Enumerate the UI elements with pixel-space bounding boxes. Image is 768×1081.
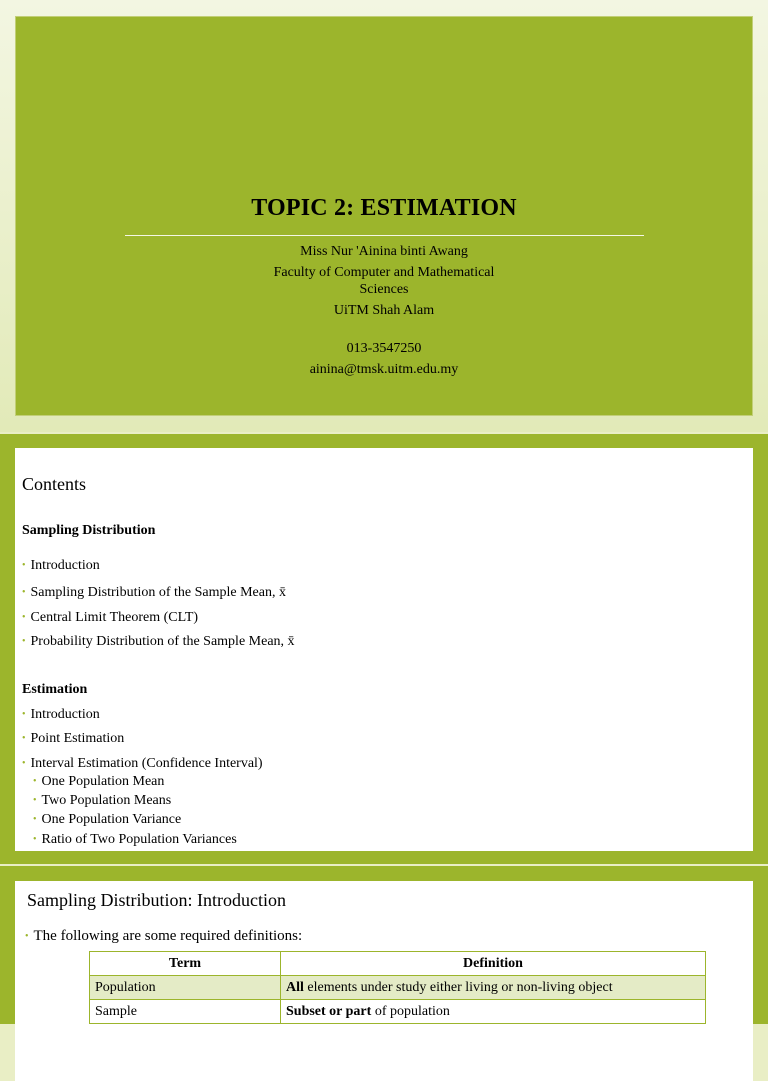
intro-bullet: • The following are some required definitions: [25,928,303,944]
contents-panel [15,448,753,851]
list-item: • Introduction [22,707,100,722]
lecturer-name: Miss Nur 'Ainina binti Awang [300,244,468,259]
intro-slide [0,866,768,1024]
section-heading-estimation: Estimation [22,682,88,697]
university-name: UiTM Shah Alam [333,303,435,318]
definitions-table [89,951,706,1024]
section-heading-sampling: Sampling Distribution [22,523,156,538]
author-info [16,243,752,378]
column-header-definition: Definition [281,952,706,976]
definition-cell: All elements under study either living or non-living object [281,976,706,1000]
list-item: • Central Limit Theorem (CLT) [22,610,199,625]
definition-cell: Subset or part of population [281,1000,706,1024]
sub-list-item: • Ratio of Two Population Variances [33,832,237,847]
contents-slide [0,434,768,864]
intro-panel [15,881,753,1081]
intro-title: Sampling Distribution: Introduction [27,890,286,910]
title-panel [15,16,753,416]
table-row [90,976,706,1000]
sub-list-item: • One Population Variance [33,812,182,827]
table-row [90,1000,706,1024]
term-cell: Sample [90,1000,281,1024]
phone-number: 013-3547250 [346,341,422,356]
list-item: • Sampling Distribution of the Sample Mean, x̄ [22,585,286,600]
term-cell: Population [90,976,281,1000]
email-address: ainina@tmsk.uitm.edu.my [309,362,459,377]
list-item: • Introduction [22,558,100,573]
list-item: • Interval Estimation (Confidence Interval) [22,756,263,771]
slide-title: TOPIC 2: ESTIMATION [251,195,517,221]
title-slide [0,0,768,432]
table-header-row [90,952,706,976]
list-item: • Point Estimation [22,731,125,746]
sub-list-item: • One Population Mean [33,774,165,789]
faculty-name: Faculty of Computer and Mathematical Sciences [273,265,495,297]
contents-title: Contents [22,474,87,494]
sub-list-item: • Two Population Means [33,793,172,808]
list-item: • Probability Distribution of the Sample Mean, x̄ [22,634,295,649]
title-divider [125,235,644,236]
column-header-term: Term [90,952,281,976]
